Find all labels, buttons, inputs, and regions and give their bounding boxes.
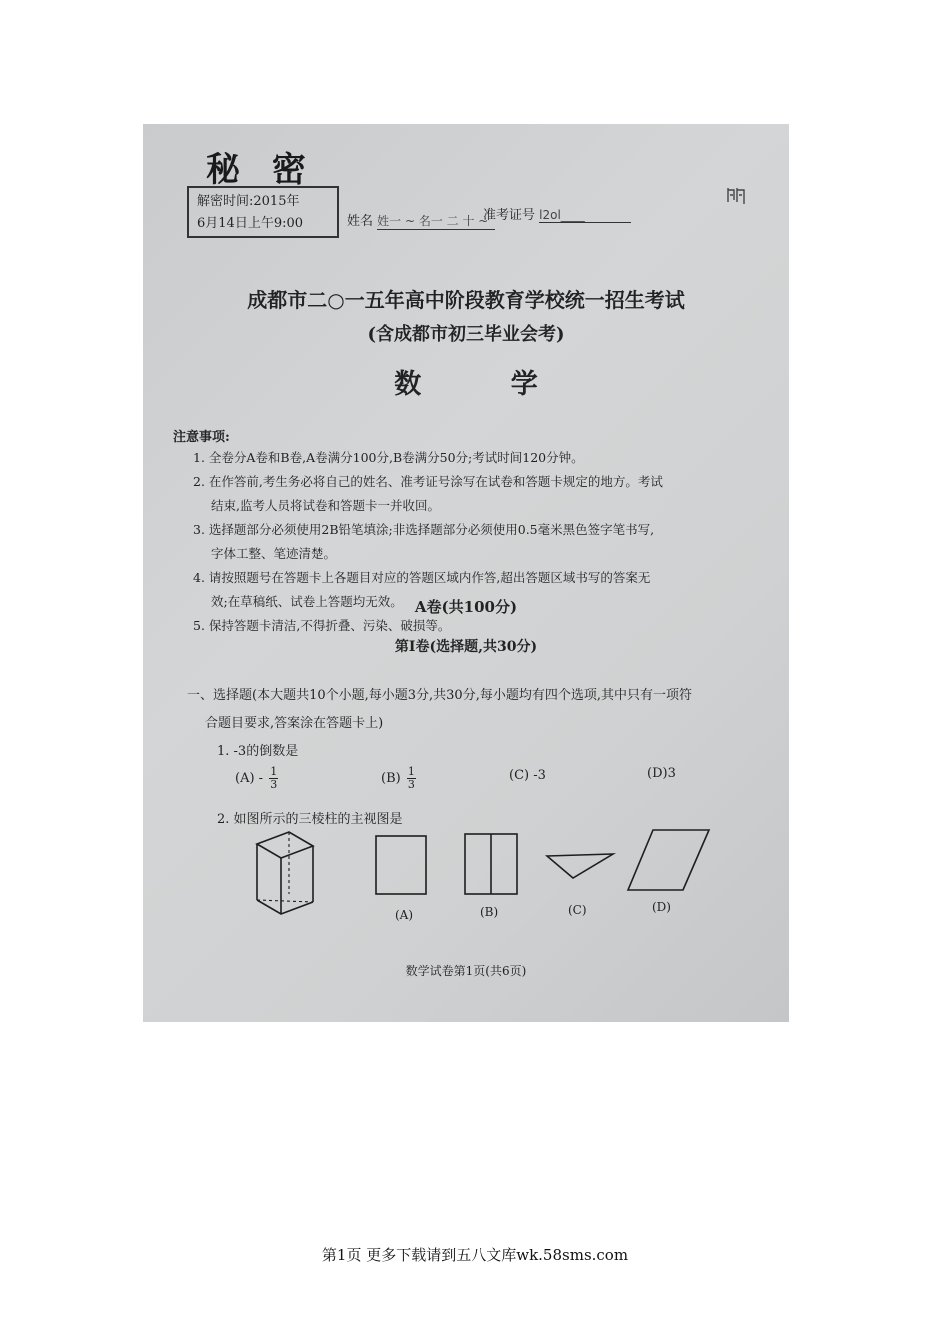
declassify-line-1: 解密时间:2015年 <box>197 194 300 209</box>
exam-no-field <box>483 204 631 223</box>
option-b-figure <box>465 834 517 894</box>
part-1-title: 第Ⅰ卷(选择题,共30分) <box>394 639 538 655</box>
prism-figure <box>257 832 313 914</box>
note-4-cont: 效;在草稿纸、试卷上答题均无效。 <box>211 594 403 609</box>
q1-option-b-numerator: 1 <box>407 765 415 778</box>
notes-heading: 注意事项: <box>173 430 230 445</box>
name-field <box>347 210 495 230</box>
name-label: 姓名 <box>347 214 374 229</box>
name-value: 姓一 ~ 名一 二 十 ~ <box>377 212 495 230</box>
q2-label-d: (D) <box>652 900 671 914</box>
declassify-line-2: 6月14日上午9:00 <box>197 216 304 231</box>
handwritten-mark <box>725 184 749 208</box>
page-footer: 第1页 更多下载请到五八文库wk.58sms.com <box>321 1246 629 1264</box>
exam-no-value: l2ol____ <box>539 208 631 223</box>
q1-option-b-prefix: (B) <box>381 771 401 786</box>
option-d-figure <box>628 830 709 890</box>
note-3-cont: 字体工整、笔迹清楚。 <box>211 546 337 561</box>
note-1: 1. 全卷分A卷和B卷,A卷满分100分,B卷满分50分;考试时间120分钟。 <box>193 450 584 465</box>
secret-label: 秘 密 <box>206 150 316 190</box>
q1-option-a-numerator: 1 <box>270 765 278 778</box>
note-2-cont: 结束,监考人员将试卷和答题卡一并收回。 <box>211 498 440 513</box>
option-a-figure <box>376 836 426 894</box>
note-3: 3. 选择题部分必须使用2B铅笔填涂;非选择题部分必须使用0.5毫米黑色签字笔书写, <box>193 522 655 537</box>
q1-option-a-fraction <box>269 766 278 791</box>
section-1-heading: 一、选择题(本大题共10个小题,每小题3分,共30分,每小题均有四个选项,其中只有一项符 <box>187 688 692 703</box>
photo-page-number: 数学试卷第1页(共6页) <box>405 964 527 978</box>
option-c-figure <box>547 854 613 878</box>
q1-option-b <box>381 766 416 791</box>
q1-option-a-denominator: 3 <box>270 778 278 791</box>
section-1-heading-cont: 合题目要求,答案涂在答题卡上) <box>205 716 384 731</box>
q1-option-a-prefix: (A) - <box>235 771 264 786</box>
q1-stem: 1. -3的倒数是 <box>217 744 299 759</box>
declassify-box <box>187 186 339 238</box>
q2-label-c: (C) <box>568 903 587 917</box>
q2-label-a: (A) <box>395 908 414 922</box>
q1-option-b-fraction <box>407 766 416 791</box>
note-2: 2. 在作答前,考生务必将自己的姓名、准考证号涂写在试卷和答题卡规定的地方。考试 <box>193 474 663 489</box>
q2-stem: 2. 如图所示的三棱柱的主视图是 <box>217 812 403 827</box>
note-5: 5. 保持答题卡清洁,不得折叠、污染、破损等。 <box>193 618 451 633</box>
exam-photo <box>143 124 789 1022</box>
exam-subtitle: (含成都市初三毕业会考) <box>367 324 565 345</box>
q1-option-a <box>235 766 278 791</box>
exam-no-label: 准考证号 <box>483 208 536 223</box>
q1-option-d: (D)3 <box>647 766 676 781</box>
subject-title: 数 学 <box>394 369 578 400</box>
exam-title: 成都市二○一五年高中阶段教育学校统一招生考试 <box>247 288 685 312</box>
q1-option-b-denominator: 3 <box>407 778 415 791</box>
note-4: 4. 请按照题号在答题卡上各题目对应的答题区域内作答,超出答题区域书写的答案无 <box>193 570 651 585</box>
q2-label-b: (B) <box>480 905 499 919</box>
volume-a-title: A卷(共100分) <box>414 598 518 616</box>
q1-option-c: (C) -3 <box>509 768 546 783</box>
